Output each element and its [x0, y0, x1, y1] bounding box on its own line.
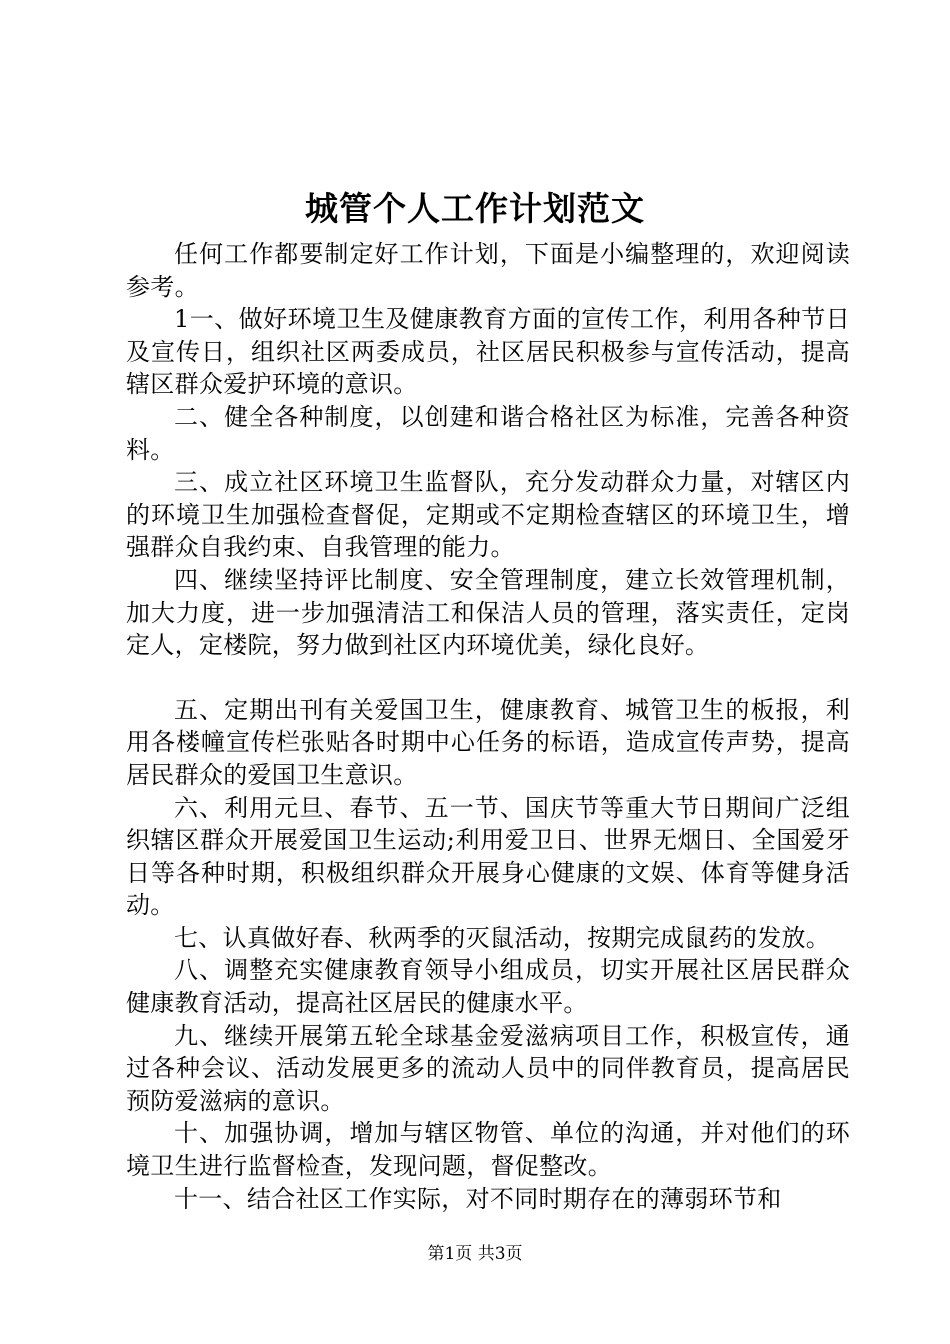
paragraph-item-3: 三、成立社区环境卫生监督队，充分发动群众力量，对辖区内的环境卫生加强检查督促，定期或不定期检查辖区的环境卫生，增强群众自我约束、自我管理的能力。: [126, 468, 850, 562]
paragraph-item-9: 九、继续开展第五轮全球基金爱滋病项目工作，积极宣传，通过各种会议、活动发展更多的流动人员中的同伴教育员，提高居民预防爱滋病的意识。: [126, 1021, 850, 1115]
paragraph-item-2: 二、健全各种制度，以创建和谐合格社区为标准，完善各种资料。: [126, 402, 850, 464]
paragraph-intro: 任何工作都要制定好工作计划，下面是小编整理的，欢迎阅读参考。: [126, 240, 850, 301]
document-body: [126, 238, 850, 1215]
document-title: 城管个人工作计划范文: [305, 189, 645, 228]
paragraph-item-7: 七、认真做好春、秋两季的灭鼠活动，按期完成鼠药的发放。: [174, 923, 831, 952]
paragraph-item-5: 五、定期出刊有关爱国卫生，健康教育、城管卫生的板报，利用各楼幢宣传栏张贴各时期中心任务的标语，造成宣传声势，提高居民群众的爱国卫生意识。: [126, 695, 850, 789]
paragraph-item-1: 1一、做好环境卫生及健康教育方面的宣传工作，利用各种节日及宣传日，组织社区两委成员，社区居民积极参与宣传活动，提高辖区群众爱护环境的意识。: [126, 305, 850, 399]
paragraph-item-10: 十、加强协调，增加与辖区物管、单位的沟通，并对他们的环境卫生进行监督检查，发现问题，督促整改。: [126, 1119, 850, 1181]
paragraph-item-8: 八、调整充实健康教育领导小组成员，切实开展社区居民群众健康教育活动，提高社区居民的健康水平。: [126, 956, 850, 1018]
page-footer: 第1页 共3页: [427, 1244, 523, 1264]
paragraph-item-4: 四、继续坚持评比制度、安全管理制度，建立长效管理机制，加大力度，进一步加强清洁工和保洁人员的管理，落实责任，定岗定人，定楼院，努力做到社区内环境优美，绿化良好。: [126, 565, 850, 660]
paragraph-item-6: 六、利用元旦、春节、五一节、国庆节等重大节日期间广泛组织辖区群众开展爱国卫生运动;利用爱卫日、世界无烟日、全国爱牙日等各种时期，积极组织群众开展身心健康的文娱、体育等健身活动。: [126, 793, 850, 920]
paragraph-item-11: 十一、结合社区工作实际，对不同时期存在的薄弱环节和: [174, 1184, 782, 1213]
